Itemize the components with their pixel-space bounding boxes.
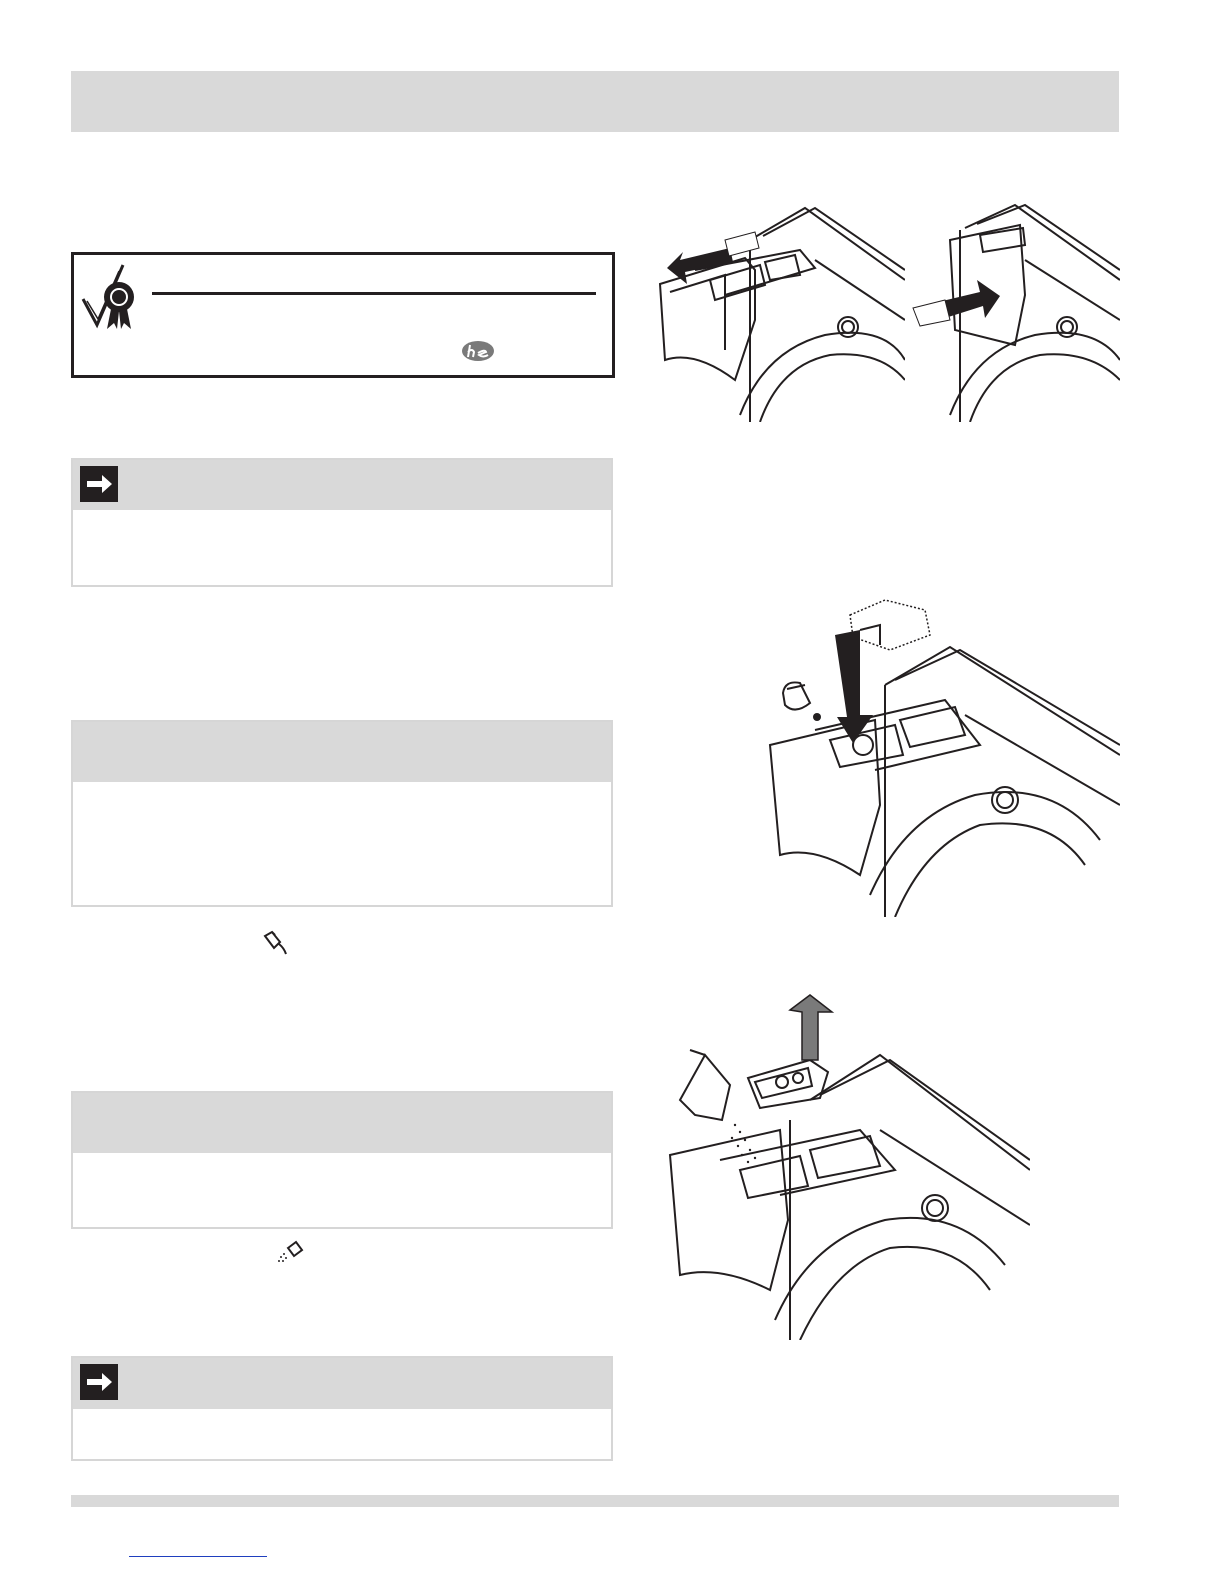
arrow-right-icon [80,1364,118,1400]
checkmark-ribbon-icon [79,259,149,333]
liquid-detergent-pour-icon [262,930,294,956]
tip-divider [152,292,596,295]
he-logo [461,340,495,362]
note-panel-header [73,460,611,510]
note-panel [71,1356,613,1461]
info-panel [71,1091,613,1229]
info-panel-header [73,1093,611,1153]
note-panel-header [73,1358,611,1409]
info-panel-header [73,722,611,782]
liquid-insert-install-icon [765,585,1120,917]
dispenser-drawer-open-icon [655,200,905,422]
page-footer-band [71,1495,1119,1507]
powder-detergent-scoop-icon [274,1240,306,1264]
powder-insert-remove-icon [660,990,1030,1340]
dispenser-drawer-close-icon [905,200,1120,422]
page-header-band [71,71,1119,132]
tip-box [71,252,615,378]
info-panel [71,720,613,907]
footer-link-underline[interactable] [129,1556,267,1557]
arrow-right-icon [80,466,118,502]
note-panel [71,458,613,587]
